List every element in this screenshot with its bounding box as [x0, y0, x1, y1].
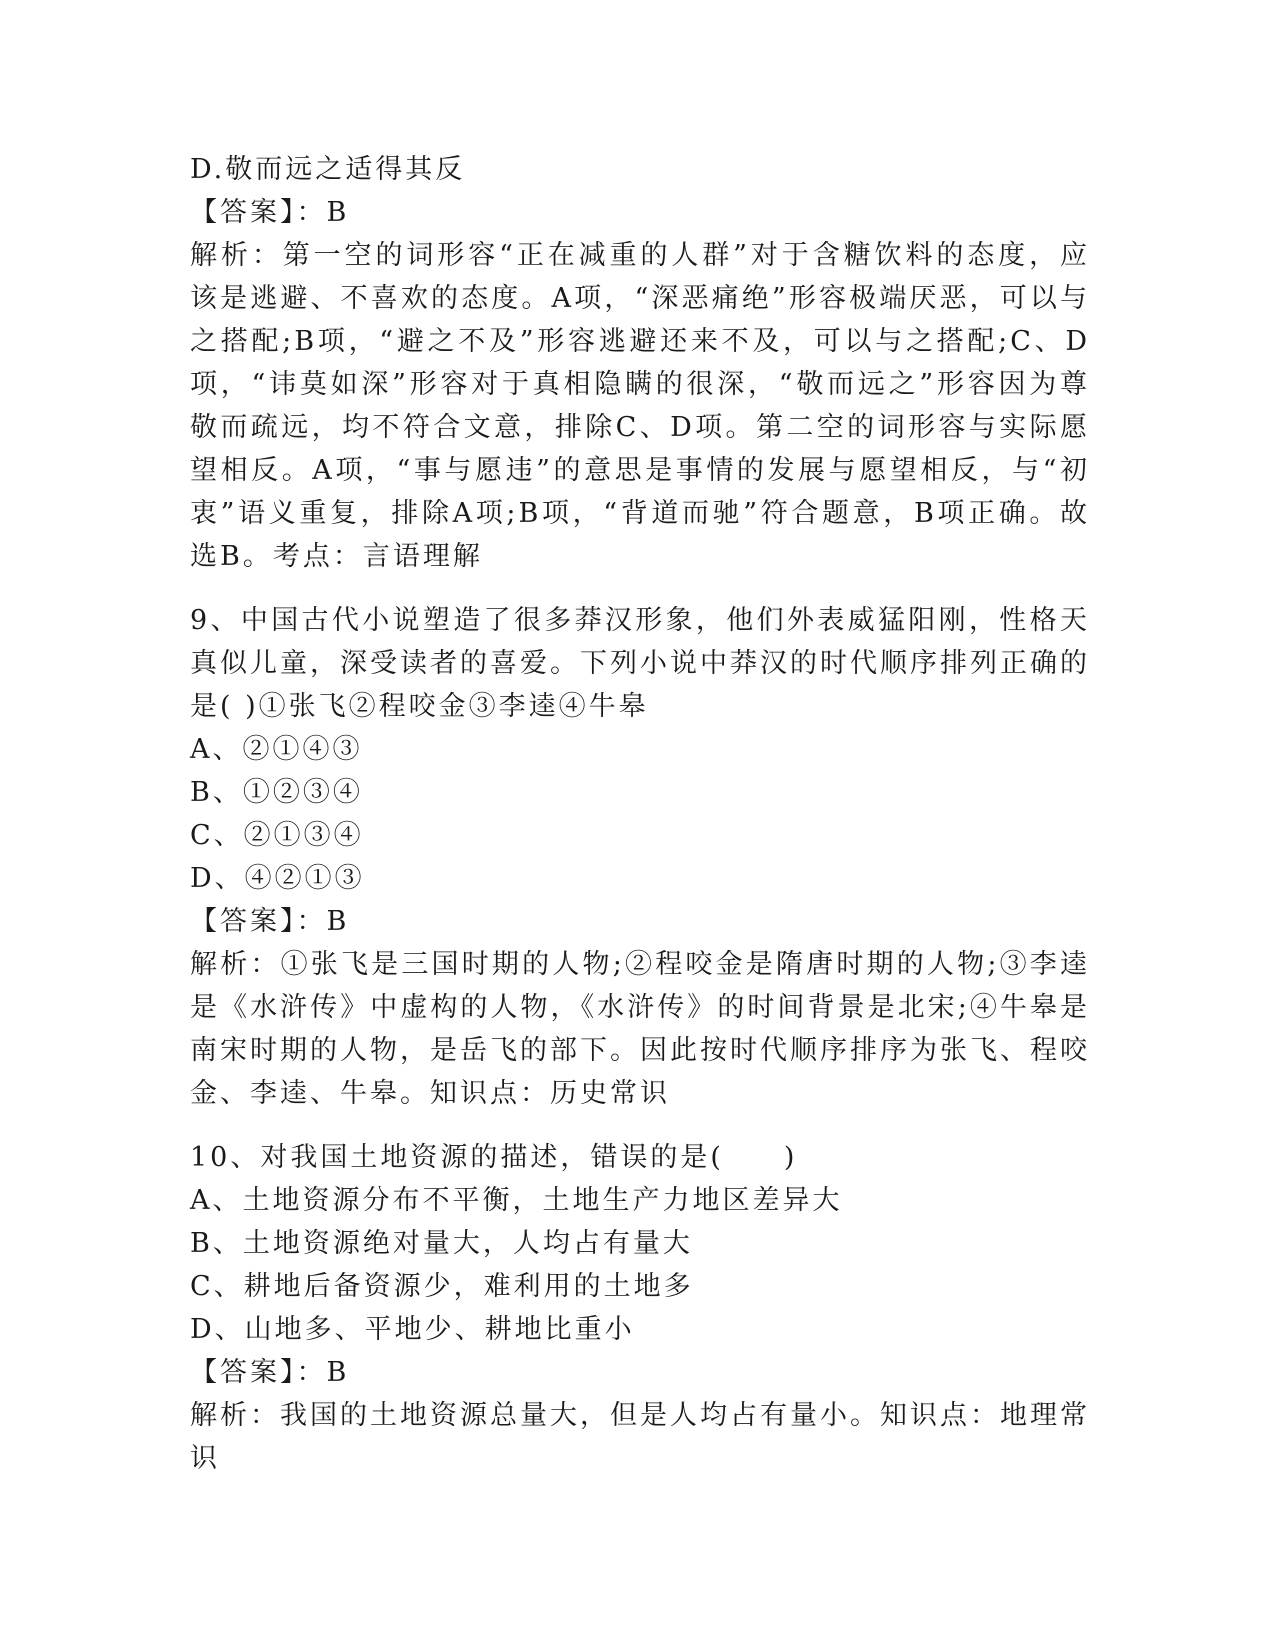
- q10-option-d: D、山地多、平地少、耕地比重小: [190, 1314, 635, 1345]
- q10-analysis: 解析：我国的土地资源总量大，但是人均占有量小。知识点：地理常识: [190, 1400, 1090, 1474]
- q8-answer: 【答案】：B: [190, 197, 350, 228]
- q10-option-b: B、土地资源绝对量大，人均占有量大: [190, 1228, 693, 1259]
- q8-analysis: 解析：第一空的词形容“正在减重的人群”对于含糖饮料的态度，应该是逃避、不喜欢的态度。A项，“深恶痛绝”形容极端厌恶，可以与之搭配;B项，“避之不及”形容逃避还来不及，可以与之搭配;C、D项，“讳莫如深”形容对于真相隐瞒的很深，“敬而远之”形容因为尊敬而疏远，均不符合文意，排除C、D项。第二空的词形容与实际愿望相反。A项，“事与愿违”的意思是事情的发展与愿望相反，与“初衷”语义重复，排除A项;B项，“背道而驰”符合题意，B项正确。故选B。考点：言语理解: [190, 240, 1090, 572]
- q9-option-d: D、④②①③: [190, 863, 365, 894]
- spacer: [190, 1115, 1090, 1136]
- q8-option-d: D.敬而远之适得其反: [190, 154, 466, 185]
- q9-option-a: A、②①④③: [190, 734, 363, 765]
- q9-stem: 9、中国古代小说塑造了很多莽汉形象，他们外表威猛阳刚，性格天真似儿童，深受读者的喜爱。下列小说中莽汉的时代顺序排列正确的是( )①张飞②程咬金③李逵④牛皋: [190, 605, 1090, 722]
- document-page: [190, 148, 1090, 1480]
- q9-answer: 【答案】：B: [190, 906, 350, 937]
- q9-analysis: 解析：①张飞是三国时期的人物;②程咬金是隋唐时期的人物;③李逵是《水浒传》中虚构的人物，《水浒传》的时间背景是北宋;④牛皋是南宋时期的人物，是岳飞的部下。因此按时代顺序排序为张飞、程咬金、李逵、牛皋。知识点：历史常识: [190, 949, 1090, 1109]
- q10-option-c: C、耕地后备资源少，难利用的土地多: [190, 1271, 694, 1302]
- q10-option-a: A、土地资源分布不平衡，土地生产力地区差异大: [190, 1185, 843, 1216]
- spacer: [190, 578, 1090, 599]
- q10-answer: 【答案】：B: [190, 1357, 350, 1388]
- q9-option-c: C、②①③④: [190, 820, 364, 851]
- q9-option-b: B、①②③④: [190, 777, 363, 808]
- q10-stem: 10、对我国土地资源的描述，错误的是( ): [190, 1142, 798, 1173]
